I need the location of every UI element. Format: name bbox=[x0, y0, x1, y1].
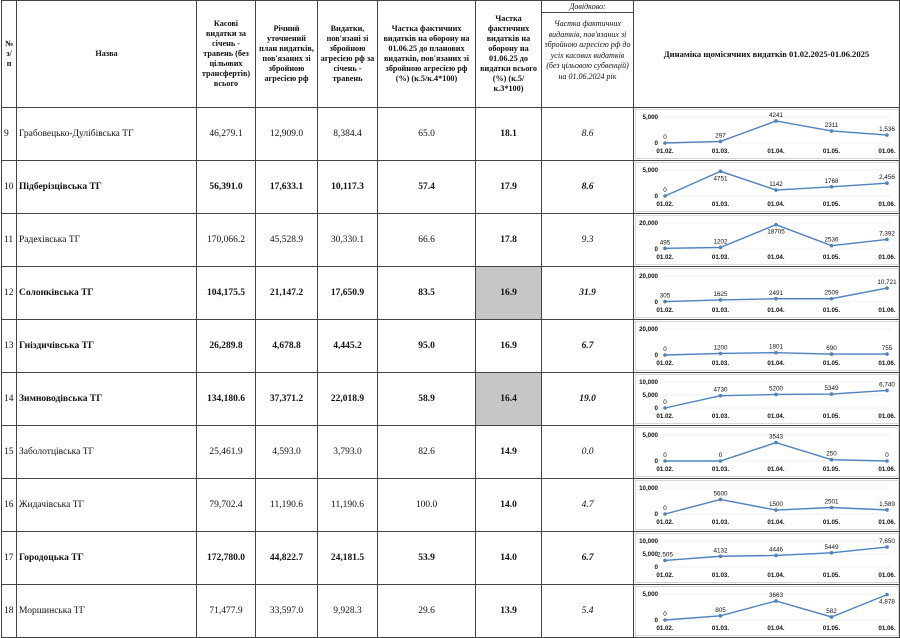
spark-chart bbox=[635, 215, 899, 265]
data-label: 0 bbox=[884, 452, 889, 459]
x-tick-label: 01.06. bbox=[877, 360, 896, 367]
x-tick-label: 01.03. bbox=[711, 466, 729, 473]
y-tick-label: 10,000 bbox=[638, 538, 658, 545]
data-label: 0 bbox=[662, 346, 667, 353]
data-label: 690 bbox=[825, 345, 837, 353]
header-defense: Видатки, пов'язані зі збройною агресією рф за січень - травень bbox=[318, 1, 378, 108]
data-label: 0 bbox=[662, 505, 667, 512]
data-point bbox=[885, 459, 889, 463]
data-point bbox=[829, 244, 833, 248]
row-share-plan: 83.5 bbox=[378, 267, 476, 320]
row-share-total: 17.8 bbox=[476, 214, 542, 267]
row-chart bbox=[634, 108, 900, 161]
data-point bbox=[663, 512, 667, 516]
data-point bbox=[829, 458, 833, 462]
row-defense: 24,181.5 bbox=[318, 532, 378, 585]
data-label: 755 bbox=[881, 345, 892, 353]
header-reference-desc: Частка фактичних видатків, пов'язаних зі збройною агресією рф до усіх касових видатків (без цільовою субвенцій) на 01.06.2024 рік bbox=[544, 19, 631, 81]
data-label: 805 bbox=[714, 606, 726, 614]
data-label: 1625 bbox=[712, 290, 728, 298]
data-point bbox=[885, 545, 889, 549]
header-annual: Річний уточнений план видатків, пов'язаних зі збройною агресією рф bbox=[256, 1, 318, 108]
data-label: 5600 bbox=[712, 490, 728, 498]
row-reference: 0.0 bbox=[542, 426, 634, 479]
x-tick-label: 01.03. bbox=[711, 519, 729, 526]
x-tick-label: 01.04. bbox=[766, 254, 785, 261]
data-label: 3663 bbox=[768, 591, 783, 599]
x-tick-label: 01.06. bbox=[877, 254, 896, 261]
data-point bbox=[774, 119, 778, 123]
header-share-plan: Частка фактичних видатків на оборону на 01.06.25 до планових видатків, пов'язаних зі збройною агресією рф (%) (к.5/к.4*100) bbox=[378, 1, 476, 108]
row-name: Грабовецько-Дулібівська ТГ bbox=[17, 108, 197, 161]
data-label: 1500 bbox=[768, 501, 783, 509]
x-tick-label: 01.04. bbox=[766, 360, 785, 367]
table-row bbox=[2, 320, 900, 373]
row-annual: 4,593.0 bbox=[256, 426, 318, 479]
row-cash: 25,461.9 bbox=[197, 426, 256, 479]
row-number: 14 bbox=[2, 373, 17, 426]
data-label: 4751 bbox=[712, 175, 728, 183]
data-point bbox=[885, 286, 889, 290]
spark-chart bbox=[635, 374, 899, 424]
header-reference-title: Довідково: bbox=[542, 1, 633, 13]
x-tick-label: 01.05. bbox=[822, 413, 840, 420]
table-body bbox=[2, 108, 900, 638]
x-tick-label: 01.02. bbox=[655, 625, 674, 632]
x-tick-label: 01.02. bbox=[655, 466, 674, 473]
spark-chart bbox=[635, 268, 899, 318]
y-tick-label: 20,000 bbox=[638, 220, 658, 227]
row-share-plan: 95.0 bbox=[378, 320, 476, 373]
data-label: 495 bbox=[659, 239, 670, 247]
row-cash: 134,180.6 bbox=[197, 373, 256, 426]
row-reference: 5.4 bbox=[542, 585, 634, 638]
y-tick-label: 0 bbox=[654, 511, 658, 518]
x-tick-label: 01.05. bbox=[822, 254, 840, 261]
x-tick-label: 01.05. bbox=[822, 466, 840, 473]
header-share-total: Частка фактичних видатків на оборону на 01.06.25 до видатки всього (%) (к.5/к.3*100) bbox=[476, 1, 542, 108]
row-name: Заболотцівська ТГ bbox=[17, 426, 197, 479]
table-row bbox=[2, 267, 900, 320]
row-cash: 56,391.0 bbox=[197, 161, 256, 214]
data-point bbox=[774, 508, 778, 512]
row-number: 16 bbox=[2, 479, 17, 532]
row-share-plan: 53.9 bbox=[378, 532, 476, 585]
row-share-total: 13.9 bbox=[476, 585, 542, 638]
row-cash: 104,175.5 bbox=[197, 267, 256, 320]
row-share-plan: 66.6 bbox=[378, 214, 476, 267]
y-tick-label: 10,000 bbox=[638, 379, 658, 386]
spark-chart bbox=[635, 480, 899, 530]
x-tick-label: 01.02. bbox=[655, 254, 674, 261]
row-defense: 11,190.6 bbox=[318, 479, 378, 532]
row-reference: 19.0 bbox=[542, 373, 634, 426]
x-tick-label: 01.06. bbox=[877, 572, 896, 579]
spark-chart bbox=[635, 109, 899, 159]
data-label: 0 bbox=[662, 187, 667, 194]
data-label: 4446 bbox=[768, 546, 783, 554]
row-share-total: 17.9 bbox=[476, 161, 542, 214]
data-label: 3543 bbox=[768, 433, 783, 441]
row-name: Гніздичівська ТГ bbox=[17, 320, 197, 373]
x-tick-label: 01.03. bbox=[711, 254, 729, 261]
data-label: 4,878 bbox=[878, 598, 895, 606]
row-share-plan: 29.6 bbox=[378, 585, 476, 638]
data-point bbox=[885, 352, 889, 356]
y-tick-label: 5,000 bbox=[642, 167, 658, 174]
x-tick-label: 01.04. bbox=[766, 413, 785, 420]
row-reference: 8.6 bbox=[542, 161, 634, 214]
data-point bbox=[718, 352, 722, 356]
table-row bbox=[2, 373, 900, 426]
data-point bbox=[774, 297, 778, 301]
data-point bbox=[663, 406, 667, 410]
data-point bbox=[718, 498, 722, 502]
row-number: 12 bbox=[2, 267, 17, 320]
data-label: 1768 bbox=[823, 177, 839, 185]
x-tick-label: 01.04. bbox=[766, 519, 785, 526]
data-label: 0 bbox=[662, 611, 667, 618]
header-num: № з/п bbox=[2, 1, 17, 108]
data-label: 4132 bbox=[712, 547, 728, 555]
data-point bbox=[885, 238, 889, 242]
row-name: Моршинська ТГ bbox=[17, 585, 197, 638]
x-tick-label: 01.04. bbox=[766, 625, 785, 632]
x-tick-label: 01.03. bbox=[711, 572, 729, 579]
data-point bbox=[718, 614, 722, 618]
y-tick-label: 0 bbox=[654, 458, 658, 465]
row-chart bbox=[634, 161, 900, 214]
row-number: 18 bbox=[2, 585, 17, 638]
row-annual: 33,597.0 bbox=[256, 585, 318, 638]
x-tick-label: 01.02. bbox=[655, 201, 674, 208]
x-tick-label: 01.02. bbox=[655, 307, 674, 314]
row-annual: 37,371.2 bbox=[256, 373, 318, 426]
data-label: 1801 bbox=[768, 343, 783, 351]
row-chart bbox=[634, 585, 900, 638]
y-tick-label: 0 bbox=[654, 140, 658, 147]
data-point bbox=[774, 351, 778, 355]
row-chart bbox=[634, 320, 900, 373]
data-label: 1200 bbox=[712, 344, 728, 352]
x-tick-label: 01.03. bbox=[711, 201, 729, 208]
row-share-plan: 65.0 bbox=[378, 108, 476, 161]
x-tick-label: 01.05. bbox=[822, 625, 840, 632]
row-reference: 31.9 bbox=[542, 267, 634, 320]
data-label: 1,589 bbox=[878, 500, 895, 508]
row-chart bbox=[634, 532, 900, 585]
row-annual: 12,909.0 bbox=[256, 108, 318, 161]
x-tick-label: 01.02. bbox=[655, 360, 674, 367]
row-number: 10 bbox=[2, 161, 17, 214]
row-reference: 8.6 bbox=[542, 108, 634, 161]
row-share-total: 14.0 bbox=[476, 532, 542, 585]
row-number: 11 bbox=[2, 214, 17, 267]
row-chart bbox=[634, 267, 900, 320]
row-share-total: 16.9 bbox=[476, 320, 542, 373]
row-defense: 17,650.9 bbox=[318, 267, 378, 320]
y-tick-label: 10,000 bbox=[638, 485, 658, 492]
header-name: Назва bbox=[17, 1, 197, 108]
data-label: 0 bbox=[662, 452, 667, 459]
header-row bbox=[2, 1, 900, 108]
row-share-plan: 57.4 bbox=[378, 161, 476, 214]
data-label: 4241 bbox=[768, 111, 783, 119]
y-tick-label: 5,000 bbox=[642, 114, 658, 121]
table-row bbox=[2, 585, 900, 638]
x-tick-label: 01.03. bbox=[711, 148, 729, 155]
data-point bbox=[774, 188, 778, 192]
y-tick-label: 5,000 bbox=[642, 392, 658, 399]
row-name: Жидачівська ТГ bbox=[17, 479, 197, 532]
data-label: 2,505 bbox=[656, 551, 673, 559]
row-cash: 71,477.9 bbox=[197, 585, 256, 638]
data-label: 4730 bbox=[712, 386, 728, 394]
data-point bbox=[885, 593, 889, 597]
x-tick-label: 01.03. bbox=[711, 625, 729, 632]
data-point bbox=[829, 129, 833, 133]
row-share-total: 14.9 bbox=[476, 426, 542, 479]
data-label: 7,650 bbox=[878, 538, 895, 546]
row-share-total: 18.1 bbox=[476, 108, 542, 161]
row-defense: 8,384.4 bbox=[318, 108, 378, 161]
data-label: 5449 bbox=[823, 543, 839, 551]
header-chart: Динаміка щомісячних видатків 01.02.2025-01.06.2025 bbox=[634, 1, 900, 108]
data-point bbox=[663, 194, 667, 198]
x-tick-label: 01.04. bbox=[766, 148, 785, 155]
row-defense: 3,793.0 bbox=[318, 426, 378, 479]
row-annual: 17,633.1 bbox=[256, 161, 318, 214]
table-row bbox=[2, 161, 900, 214]
data-label: 6,740 bbox=[878, 381, 895, 389]
data-label: 1142 bbox=[768, 181, 783, 189]
x-tick-label: 01.02. bbox=[655, 519, 674, 526]
data-point bbox=[829, 551, 833, 555]
data-point bbox=[663, 353, 667, 357]
row-annual: 11,190.6 bbox=[256, 479, 318, 532]
y-tick-label: 0 bbox=[654, 617, 658, 624]
x-tick-label: 01.03. bbox=[711, 307, 729, 314]
row-number: 15 bbox=[2, 426, 17, 479]
x-tick-label: 01.06. bbox=[877, 148, 896, 155]
row-name: Підберізцівська ТГ bbox=[17, 161, 197, 214]
data-point bbox=[663, 300, 667, 304]
y-tick-label: 20,000 bbox=[638, 326, 658, 333]
x-tick-label: 01.04. bbox=[766, 572, 785, 579]
row-number: 17 bbox=[2, 532, 17, 585]
x-tick-label: 01.02. bbox=[655, 413, 674, 420]
x-tick-label: 01.05. bbox=[822, 572, 840, 579]
data-point bbox=[663, 247, 667, 251]
y-tick-label: 0 bbox=[654, 352, 658, 359]
spark-chart bbox=[635, 533, 899, 583]
data-point bbox=[718, 298, 722, 302]
x-tick-label: 01.02. bbox=[655, 148, 674, 155]
data-point bbox=[718, 459, 722, 463]
data-label: 10,721 bbox=[876, 279, 897, 287]
spark-chart bbox=[635, 586, 899, 636]
x-tick-label: 01.05. bbox=[822, 519, 840, 526]
data-label: 1202 bbox=[712, 238, 728, 246]
data-point bbox=[718, 140, 722, 144]
data-label: 7,392 bbox=[878, 230, 895, 238]
table-row bbox=[2, 479, 900, 532]
table-row bbox=[2, 108, 900, 161]
data-label: 2311 bbox=[824, 121, 838, 129]
row-chart bbox=[634, 479, 900, 532]
x-tick-label: 01.04. bbox=[766, 307, 785, 314]
row-reference: 9.3 bbox=[542, 214, 634, 267]
y-tick-label: 5,000 bbox=[642, 591, 658, 598]
data-point bbox=[663, 141, 667, 145]
y-tick-label: 0 bbox=[654, 564, 658, 571]
row-cash: 170,066.2 bbox=[197, 214, 256, 267]
data-label: 297 bbox=[714, 132, 726, 140]
data-label: 582 bbox=[825, 607, 837, 615]
x-tick-label: 01.05. bbox=[822, 201, 840, 208]
row-share-total: 16.4 bbox=[476, 373, 542, 426]
x-tick-label: 01.05. bbox=[822, 307, 840, 314]
row-defense: 4,445.2 bbox=[318, 320, 378, 373]
row-share-plan: 82.6 bbox=[378, 426, 476, 479]
row-cash: 79,702.4 bbox=[197, 479, 256, 532]
row-annual: 21,147.2 bbox=[256, 267, 318, 320]
row-name: Городоцька ТГ bbox=[17, 532, 197, 585]
x-tick-label: 01.06. bbox=[877, 519, 896, 526]
data-point bbox=[885, 181, 889, 185]
x-tick-label: 01.06. bbox=[877, 307, 896, 314]
data-point bbox=[774, 599, 778, 603]
row-number: 13 bbox=[2, 320, 17, 373]
x-tick-label: 01.04. bbox=[766, 201, 785, 208]
data-label: 2536 bbox=[823, 236, 839, 244]
data-point bbox=[718, 394, 722, 398]
data-label: 5200 bbox=[768, 385, 783, 393]
data-label: 2491 bbox=[768, 289, 783, 297]
data-point bbox=[829, 506, 833, 510]
data-point bbox=[829, 185, 833, 189]
row-reference: 6.7 bbox=[542, 532, 634, 585]
y-tick-label: 20,000 bbox=[638, 273, 658, 280]
x-tick-label: 01.02. bbox=[655, 572, 674, 579]
row-cash: 26,289.8 bbox=[197, 320, 256, 373]
spark-chart bbox=[635, 427, 899, 477]
row-number: 9 bbox=[2, 108, 17, 161]
row-name: Радехівська ТГ bbox=[17, 214, 197, 267]
data-point bbox=[718, 554, 722, 558]
data-point bbox=[885, 389, 889, 393]
row-reference: 6.7 bbox=[542, 320, 634, 373]
table-row bbox=[2, 426, 900, 479]
row-share-total: 16.9 bbox=[476, 267, 542, 320]
x-tick-label: 01.06. bbox=[877, 625, 896, 632]
data-point bbox=[885, 508, 889, 512]
data-label: 0 bbox=[662, 134, 667, 141]
y-tick-label: 5,000 bbox=[642, 432, 658, 439]
row-cash: 172,780.0 bbox=[197, 532, 256, 585]
x-tick-label: 01.05. bbox=[822, 148, 840, 155]
data-point bbox=[774, 441, 778, 445]
header-reference bbox=[542, 1, 634, 108]
header-cash: Касові видатки за січень - травень (без цільових трансфертів) всього bbox=[197, 1, 256, 108]
data-label: 5349 bbox=[823, 385, 839, 393]
data-label: 2501 bbox=[823, 498, 839, 506]
data-point bbox=[829, 297, 833, 301]
y-tick-label: 0 bbox=[654, 246, 658, 253]
y-tick-label: 5,000 bbox=[642, 551, 658, 558]
data-label: 305 bbox=[659, 292, 670, 300]
y-tick-label: 0 bbox=[654, 405, 658, 412]
x-tick-label: 01.06. bbox=[877, 201, 896, 208]
x-tick-label: 01.03. bbox=[711, 413, 729, 420]
y-tick-label: 0 bbox=[654, 299, 658, 306]
row-share-total: 14.0 bbox=[476, 479, 542, 532]
data-label: 2509 bbox=[823, 289, 839, 297]
data-label: 250 bbox=[825, 450, 837, 458]
data-label: 0 bbox=[718, 452, 722, 459]
data-point bbox=[718, 246, 722, 250]
data-point bbox=[829, 615, 833, 619]
row-reference: 4.7 bbox=[542, 479, 634, 532]
data-point bbox=[663, 459, 667, 463]
row-share-plan: 58.9 bbox=[378, 373, 476, 426]
data-point bbox=[774, 393, 778, 397]
row-defense: 9,928.3 bbox=[318, 585, 378, 638]
table-row bbox=[2, 214, 900, 267]
data-point bbox=[829, 392, 833, 396]
data-point bbox=[663, 559, 667, 563]
data-point bbox=[718, 169, 722, 173]
row-share-plan: 100.0 bbox=[378, 479, 476, 532]
x-tick-label: 01.06. bbox=[877, 413, 896, 420]
data-point bbox=[774, 554, 778, 558]
spark-chart bbox=[635, 162, 899, 212]
data-point bbox=[774, 223, 778, 227]
row-annual: 44,822.7 bbox=[256, 532, 318, 585]
data-point bbox=[829, 352, 833, 356]
data-label: 0 bbox=[662, 399, 667, 406]
row-chart bbox=[634, 426, 900, 479]
y-tick-label: 0 bbox=[654, 193, 658, 200]
row-cash: 46,279.1 bbox=[197, 108, 256, 161]
row-defense: 10,117.3 bbox=[318, 161, 378, 214]
x-tick-label: 01.05. bbox=[822, 360, 840, 367]
x-tick-label: 01.06. bbox=[877, 466, 896, 473]
row-annual: 4,678.8 bbox=[256, 320, 318, 373]
row-defense: 22,018.9 bbox=[318, 373, 378, 426]
row-name: Зимноводівська ТГ bbox=[17, 373, 197, 426]
data-point bbox=[885, 133, 889, 137]
row-name: Солонківська ТГ bbox=[17, 267, 197, 320]
data-point bbox=[663, 618, 667, 622]
budget-table bbox=[1, 0, 900, 638]
data-label: 2,456 bbox=[878, 174, 895, 182]
table-row bbox=[2, 532, 900, 585]
row-chart bbox=[634, 373, 900, 426]
x-tick-label: 01.03. bbox=[711, 360, 729, 367]
spark-chart bbox=[635, 321, 899, 371]
row-annual: 45,528.9 bbox=[256, 214, 318, 267]
data-label: 1,536 bbox=[878, 126, 895, 134]
data-label: 18705 bbox=[766, 228, 785, 236]
row-defense: 30,330.1 bbox=[318, 214, 378, 267]
row-chart bbox=[634, 214, 900, 267]
x-tick-label: 01.04. bbox=[766, 466, 785, 473]
